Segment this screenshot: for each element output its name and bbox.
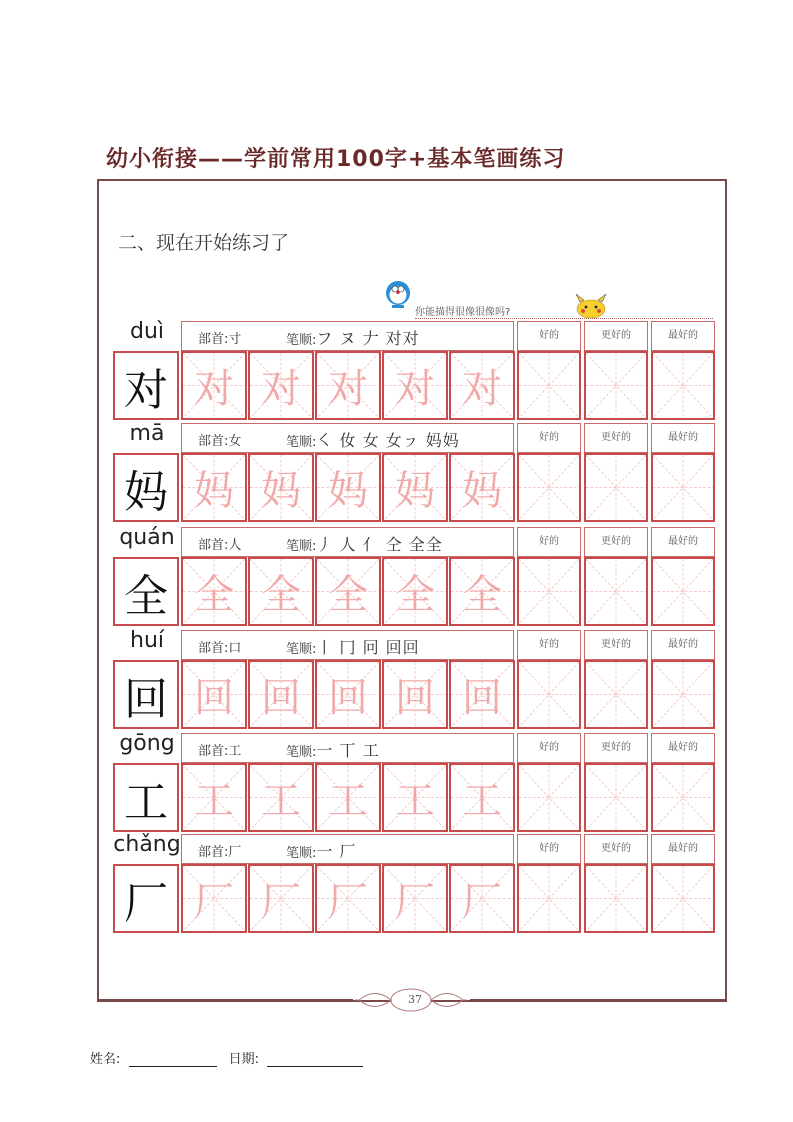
character-glyph: 妈 xyxy=(124,466,168,518)
hint-divider xyxy=(415,318,713,319)
stroke-sequence: フ ヌ 𠂇 对对 xyxy=(316,329,420,348)
practice-row xyxy=(113,527,714,629)
trace-character-cell[interactable] xyxy=(181,351,247,420)
character-glyph: 厂 xyxy=(462,879,502,925)
doraemon-icon xyxy=(383,279,413,309)
model-character-cell xyxy=(113,864,179,933)
practice-row xyxy=(113,733,714,835)
practice-cell[interactable] xyxy=(517,864,581,933)
character-glyph: 妈 xyxy=(194,468,234,514)
rating-label: 好的 xyxy=(517,834,581,864)
model-character-cell xyxy=(113,351,179,420)
character-glyph: 工 xyxy=(395,778,435,824)
trace-character-cell[interactable] xyxy=(315,763,381,832)
character-glyph: 对 xyxy=(462,366,502,412)
rating-label: 更好的 xyxy=(584,630,648,660)
radical-value: 女 xyxy=(228,434,242,449)
character-glyph: 回 xyxy=(462,675,502,721)
practice-cell[interactable] xyxy=(651,557,715,626)
practice-cell[interactable] xyxy=(651,660,715,729)
name-label: 姓名: xyxy=(90,1052,121,1067)
page-number: 37 xyxy=(408,993,422,1006)
trace-character-cell[interactable] xyxy=(315,864,381,933)
practice-cell[interactable] xyxy=(584,557,648,626)
date-label: 日期: xyxy=(228,1052,260,1067)
trace-character-cell[interactable] xyxy=(248,351,314,420)
rating-label: 更好的 xyxy=(584,733,648,763)
model-character-cell xyxy=(113,453,179,522)
trace-character-cell[interactable] xyxy=(315,557,381,626)
trace-character-cell[interactable] xyxy=(181,763,247,832)
character-glyph: 厂 xyxy=(261,879,301,925)
radical-info xyxy=(198,328,241,347)
radical-value: 厂 xyxy=(228,845,242,860)
trace-character-cell[interactable] xyxy=(382,557,448,626)
practice-cell[interactable] xyxy=(584,864,648,933)
stroke-order-info xyxy=(286,635,420,658)
rating-label: 更好的 xyxy=(584,321,648,351)
character-glyph: 厂 xyxy=(395,879,435,925)
rating-label: 好的 xyxy=(517,423,581,453)
radical-label: 部首: xyxy=(198,744,229,759)
character-glyph: 厂 xyxy=(124,877,168,929)
stroke-label: 笔顺: xyxy=(286,333,317,348)
pinyin-label: chǎng xyxy=(113,832,181,857)
trace-character-cell[interactable] xyxy=(181,453,247,522)
rating-label: 好的 xyxy=(517,630,581,660)
pinyin-label: duì xyxy=(129,319,165,344)
radical-value: 人 xyxy=(228,538,242,553)
rating-label: 最好的 xyxy=(651,733,715,763)
trace-character-cell[interactable] xyxy=(315,453,381,522)
practice-cell[interactable] xyxy=(651,453,715,522)
practice-row xyxy=(113,834,714,936)
model-character-cell xyxy=(113,660,179,729)
character-glyph: 对 xyxy=(194,366,234,412)
radical-label: 部首: xyxy=(198,845,229,860)
hint-text: 你能描得很像很像吗? xyxy=(415,307,511,318)
trace-character-cell[interactable] xyxy=(315,660,381,729)
practice-cell[interactable] xyxy=(517,557,581,626)
character-glyph: 全 xyxy=(462,572,502,618)
trace-character-cell[interactable] xyxy=(382,864,448,933)
practice-cell[interactable] xyxy=(651,351,715,420)
radical-info xyxy=(198,534,241,553)
trace-character-cell[interactable] xyxy=(382,660,448,729)
character-glyph: 妈 xyxy=(328,468,368,514)
practice-cell[interactable] xyxy=(584,351,648,420)
radical-info xyxy=(198,637,241,656)
radical-value: 工 xyxy=(228,744,242,759)
practice-cell[interactable] xyxy=(517,351,581,420)
radical-info xyxy=(198,841,241,860)
stroke-label: 笔顺: xyxy=(286,745,317,760)
character-glyph: 对 xyxy=(261,366,301,412)
radical-label: 部首: xyxy=(198,332,229,347)
rating-label: 最好的 xyxy=(651,321,715,351)
bottom-rule-left xyxy=(97,999,353,1001)
model-character-cell xyxy=(113,763,179,832)
trace-character-cell[interactable] xyxy=(315,351,381,420)
trace-character-cell[interactable] xyxy=(382,763,448,832)
practice-cell[interactable] xyxy=(651,763,715,832)
character-glyph: 全 xyxy=(261,572,301,618)
trace-character-cell[interactable] xyxy=(248,660,314,729)
practice-cell[interactable] xyxy=(584,763,648,832)
radical-info xyxy=(198,430,241,449)
trace-character-cell[interactable] xyxy=(248,864,314,933)
character-glyph: 工 xyxy=(462,778,502,824)
stroke-label: 笔顺: xyxy=(286,642,317,657)
character-info-box xyxy=(181,321,514,351)
radical-label: 部首: xyxy=(198,538,229,553)
rating-label: 最好的 xyxy=(651,630,715,660)
character-glyph: 对 xyxy=(395,366,435,412)
pinyin-label: huí xyxy=(130,628,164,653)
stroke-label: 笔顺: xyxy=(286,846,317,861)
character-glyph: 全 xyxy=(328,572,368,618)
trace-character-cell[interactable] xyxy=(449,351,515,420)
practice-row xyxy=(113,321,714,423)
trace-character-cell[interactable] xyxy=(248,453,314,522)
radical-label: 部首: xyxy=(198,434,229,449)
character-info-box xyxy=(181,733,514,763)
rating-label: 最好的 xyxy=(651,423,715,453)
character-glyph: 回 xyxy=(328,675,368,721)
radical-value: 口 xyxy=(228,641,242,656)
rating-label: 好的 xyxy=(517,733,581,763)
stroke-label: 笔顺: xyxy=(286,435,317,450)
character-glyph: 全 xyxy=(194,572,234,618)
character-glyph: 回 xyxy=(194,675,234,721)
character-info-box xyxy=(181,423,514,453)
rating-label: 最好的 xyxy=(651,834,715,864)
practice-cell[interactable] xyxy=(517,660,581,729)
stroke-order-info xyxy=(286,738,380,761)
trace-character-cell[interactable] xyxy=(449,453,515,522)
character-glyph: 回 xyxy=(261,675,301,721)
stroke-sequence: ㇛ 㚢 女 女ㇷ 妈妈 xyxy=(316,431,460,450)
character-glyph: 回 xyxy=(395,675,435,721)
section-title: 二、现在开始练习了 xyxy=(118,232,290,254)
radical-label: 部首: xyxy=(198,641,229,656)
practice-cell[interactable] xyxy=(584,453,648,522)
stroke-sequence: 丨 冂 冋 回回 xyxy=(316,638,420,657)
rating-label: 好的 xyxy=(517,321,581,351)
footer xyxy=(90,1048,371,1067)
rating-label: 好的 xyxy=(517,527,581,557)
pinyin-label: gōng xyxy=(119,731,175,756)
character-glyph: 妈 xyxy=(462,468,502,514)
trace-character-cell[interactable] xyxy=(449,763,515,832)
character-glyph: 工 xyxy=(261,778,301,824)
trace-character-cell[interactable] xyxy=(449,864,515,933)
model-character-cell xyxy=(113,557,179,626)
character-glyph: 工 xyxy=(194,778,234,824)
character-glyph: 厂 xyxy=(194,879,234,925)
page-title: 幼小衔接——学前常用100字+基本笔画练习 xyxy=(106,147,566,172)
character-info-box xyxy=(181,630,514,660)
stroke-sequence: 丿 人 ⺅ 仝 全全 xyxy=(316,535,443,554)
date-field[interactable] xyxy=(267,1052,363,1067)
name-field[interactable] xyxy=(129,1052,217,1067)
character-glyph: 回 xyxy=(124,673,168,725)
practice-cell[interactable] xyxy=(517,763,581,832)
trace-character-cell[interactable] xyxy=(382,351,448,420)
trace-character-cell[interactable] xyxy=(248,557,314,626)
stroke-order-info xyxy=(286,532,443,555)
practice-row xyxy=(113,423,714,525)
pinyin-label: mā xyxy=(129,421,165,446)
rating-label: 更好的 xyxy=(584,423,648,453)
character-glyph: 全 xyxy=(395,572,435,618)
trace-character-cell[interactable] xyxy=(181,557,247,626)
character-glyph: 工 xyxy=(124,776,168,828)
practice-row xyxy=(113,630,714,732)
character-info-box xyxy=(181,527,514,557)
character-info-box xyxy=(181,834,514,864)
character-glyph: 对 xyxy=(124,364,168,416)
character-glyph: 全 xyxy=(124,570,168,622)
character-glyph: 工 xyxy=(328,778,368,824)
trace-character-cell[interactable] xyxy=(181,864,247,933)
practice-cell[interactable] xyxy=(584,660,648,729)
stroke-sequence: 一 丅 工 xyxy=(316,741,380,760)
character-glyph: 妈 xyxy=(261,468,301,514)
stroke-order-info xyxy=(286,428,460,451)
rating-label: 最好的 xyxy=(651,527,715,557)
character-glyph: 对 xyxy=(328,366,368,412)
character-glyph: 厂 xyxy=(328,879,368,925)
trace-character-cell[interactable] xyxy=(248,763,314,832)
practice-cell[interactable] xyxy=(517,453,581,522)
stroke-order-info xyxy=(286,326,420,349)
trace-character-cell[interactable] xyxy=(181,660,247,729)
bottom-rule-right xyxy=(470,999,727,1001)
rating-label: 更好的 xyxy=(584,834,648,864)
stroke-order-info xyxy=(286,839,356,862)
radical-info xyxy=(198,740,241,759)
character-glyph: 妈 xyxy=(395,468,435,514)
pikachu-icon xyxy=(572,293,610,319)
stroke-sequence: 一 厂 xyxy=(316,842,357,861)
radical-value: 寸 xyxy=(228,332,242,347)
stroke-label: 笔顺: xyxy=(286,539,317,554)
trace-character-cell[interactable] xyxy=(382,453,448,522)
trace-character-cell[interactable] xyxy=(449,557,515,626)
trace-character-cell[interactable] xyxy=(449,660,515,729)
rating-label: 更好的 xyxy=(584,527,648,557)
practice-cell[interactable] xyxy=(651,864,715,933)
pinyin-label: quán xyxy=(119,525,175,550)
